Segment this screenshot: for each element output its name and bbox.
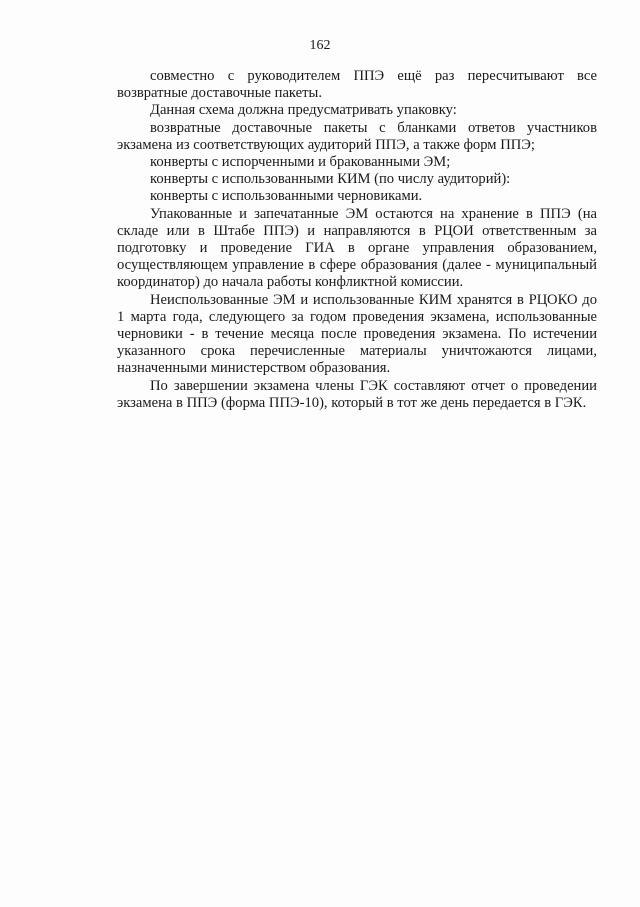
page-number: 162 xyxy=(309,38,331,53)
list-item-return-packets: возвратные доставочные пакеты с бланками ответов участников экзамена из соответствующих аудиторий ППЭ, а также форм ППЭ; xyxy=(117,119,597,153)
paragraph-storage: Упакованные и запечатанные ЭМ остаются на хранение в ППЭ (на складе или в Штабе ППЭ) и направляются в РЦОИ ответственным за подготовку и проведение ГИА в органе управления образованием, осуществляющем управление в сфере образования (далее - муниципальный координатор) до начала работы конфликтной комиссии. xyxy=(117,205,597,291)
list-item-used-drafts: конверты с использованными черновиками. xyxy=(150,188,423,205)
paragraph-retention: Неиспользованные ЭМ и использованные КИМ хранятся в РЦОКО до 1 марта года, следующего за годом проведения экзамена, использованные черновики - в течение месяца после проведения экзамена. По истечении указанного срока перечисленные материалы уничтожаются лицами, назначенными министерством образования. xyxy=(117,291,597,377)
list-item-used-kim: конверты с использованными КИМ (по числу аудиторий): xyxy=(150,171,511,188)
paragraph-report: По завершении экзамена члены ГЭК составляют отчет о проведении экзамена в ППЭ (форма ППЭ-10), который в тот же день передается в ГЭК. xyxy=(117,377,597,411)
list-item-spoiled-em: конверты с испорченными и бракованными ЭМ; xyxy=(150,154,451,171)
paragraph-continuation: совместно с руководителем ППЭ ещё раз пересчитывают все возвратные доставочные пакеты. xyxy=(117,68,597,102)
document-body xyxy=(117,68,597,412)
paragraph-packaging-intro: Данная схема должна предусматривать упаковку: xyxy=(150,102,457,119)
